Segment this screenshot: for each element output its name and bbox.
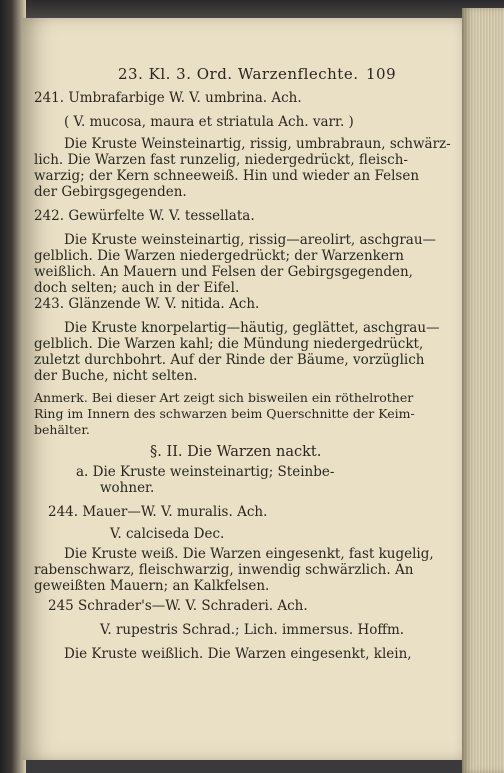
note-line: behälter. (34, 422, 90, 437)
page-number: 109 (366, 65, 397, 83)
text-line: lich. Die Warzen fast runzelig, niedergedrückt, fleisch- (34, 152, 408, 168)
text-line: gelblich. Die Warzen niedergedrückt; der Warzenkern (34, 248, 404, 264)
note-line: Ring im Innern des schwarzen beim Querschnitte der Keim- (34, 406, 415, 421)
entry-heading: 245 Schrader's—W. V. Schraderi. Ach. (48, 598, 308, 614)
entry-heading: 244. Mauer—W. V. muralis. Ach. (48, 504, 268, 520)
running-title: 23. Kl. 3. Ord. Warzenflechte. (118, 65, 359, 83)
text-line: Die Kruste weinsteinartig, rissig—areolirt, aschgrau— (64, 232, 437, 248)
text-line: der Buche, nicht selten. (34, 368, 198, 384)
section-heading: §. II. Die Warzen nackt. (150, 444, 322, 460)
text-line: geweißten Mauern; an Kalkfelsen. (34, 578, 270, 594)
subsection-heading: a. Die Kruste weinsteinartig; Steinbe- (76, 464, 335, 480)
entry-heading: 242. Gewürfelte W. V. tessellata. (34, 208, 255, 224)
text-line: rabenschwarz, fleischwarzig, inwendig schwärzlich. An (34, 562, 414, 578)
text-line: Die Kruste weiß. Die Warzen eingesenkt, fast kugelig, (64, 546, 434, 562)
entry-heading: 241. Umbrafarbige W. V. umbrina. Ach. (34, 90, 302, 106)
note-line: Anmerk. Bei dieser Art zeigt sich bisweilen ein röthelrother (34, 390, 414, 405)
text-line: Die Kruste knorpelartig—häutig, geglättet, aschgrau— (64, 320, 440, 336)
text-line: weißlich. An Mauern und Felsen der Gebirgsgegenden, (34, 264, 413, 280)
synonym-line: V. calciseda Dec. (110, 526, 225, 542)
text-line: Die Kruste weißlich. Die Warzen eingesenkt, klein, (64, 646, 412, 662)
text-line: Die Kruste Weinsteinartig, rissig, umbrabraun, schwärz- (64, 136, 451, 152)
subsection-heading: wohner. (100, 480, 155, 496)
text-line: der Gebirgsgegenden. (34, 184, 187, 200)
text-line: gelblich. Die Warzen kahl; die Mündung niedergedrückt, (34, 336, 424, 352)
synonym-line: V. rupestris Schrad.; Lich. immersus. Hoffm. (100, 622, 405, 638)
text-line: doch selten; auch in der Eifel. (34, 280, 240, 296)
entry-heading: 243. Glänzende W. V. nitida. Ach. (34, 296, 260, 312)
text-line: warzig; der Kern schneeweiß. Hin und wieder an Felsen (34, 168, 420, 184)
text-line: zuletzt durchbohrt. Auf der Rinde der Bäume, vorzüglich (34, 352, 425, 368)
synonym-line: ( V. mucosa, maura et striatula Ach. varr. ) (64, 114, 354, 130)
